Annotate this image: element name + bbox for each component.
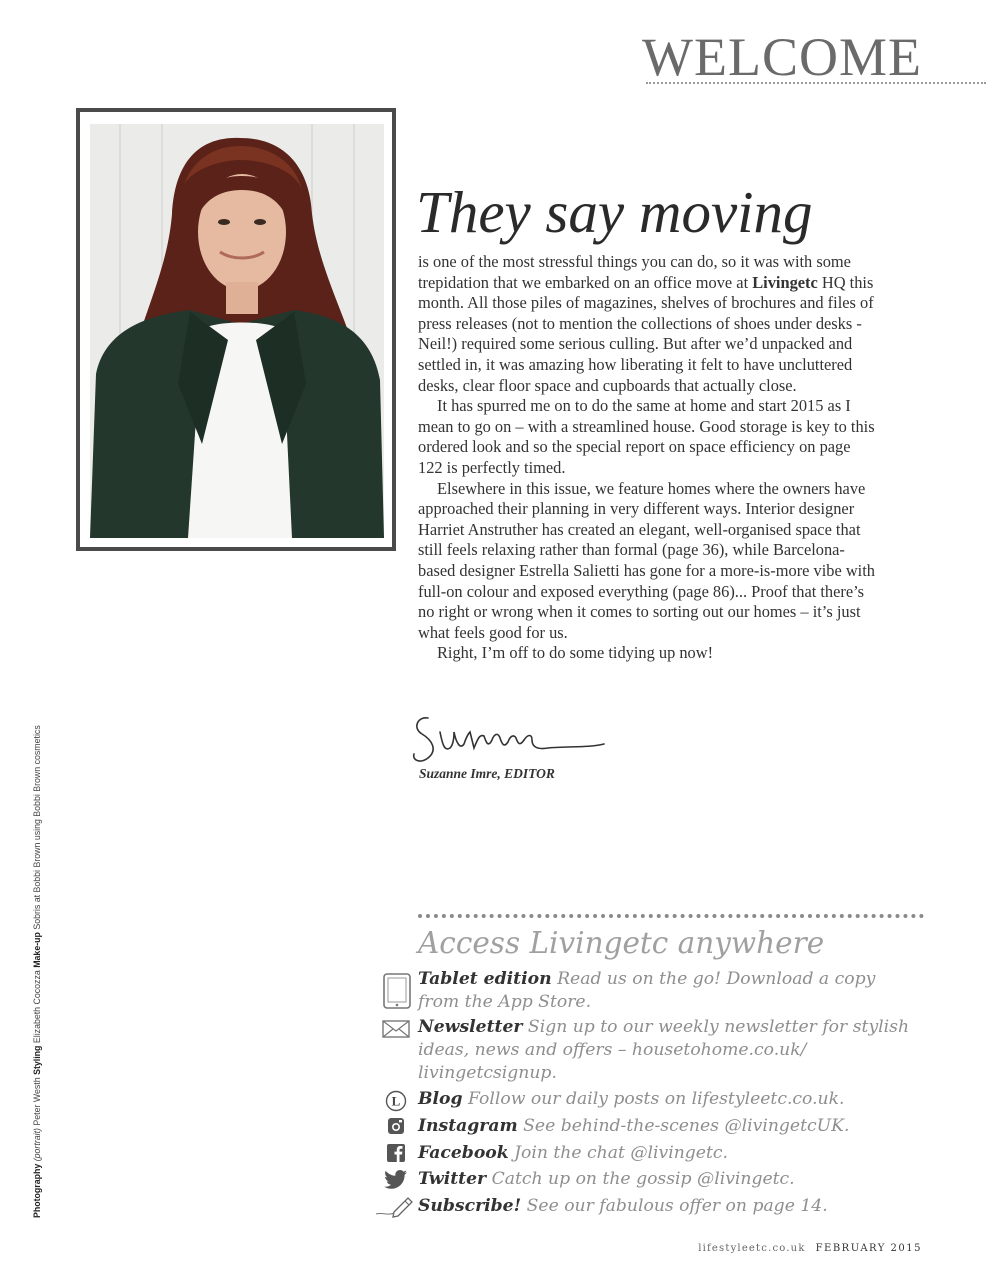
editor-letter bbox=[418, 252, 878, 664]
paragraph-2: It has spurred me on to do the same at home and start 2015 as I mean to go on – with a streamlined house. Good storage is key to this ordered look and so the special report on space efficiency on page 122 is perfectly timed. bbox=[418, 396, 875, 477]
paragraph-3: Elsewhere in this issue, we feature homes where the owners have approached their planning in very different ways. Interior designer Harriet Anstruther has created an elegant, well-organised space that still feels relaxing rather than formal (page 36), while Barcelona-based designer Estrella Salietti has gone for a more-is-more vibe with full-on colour and exposed everything (page 86)... Proof that there’s no right or wrong when it comes to sorting out our homes – it’s just what feels good for us. bbox=[418, 478, 875, 642]
paragraph-1: is one of the most stressful things you can do, so it was with some trepidation that we embarked on an office move at Livingetc HQ this month. All those piles of magazines, shelves of brochures and files of press releases (not to mention the collections of shoes under desks - Neil!) required some serious culling. But after we’d unpacked and settled in, it was amazing how liberating it felt to have uncluttered desks, clear floor space and cupboards that actually close. bbox=[418, 252, 874, 395]
instagram-icon bbox=[387, 1117, 405, 1139]
editor-portrait bbox=[90, 124, 384, 538]
pen-icon bbox=[374, 1194, 414, 1222]
article-headline: They say moving bbox=[416, 179, 813, 245]
title-divider bbox=[646, 82, 986, 84]
footer-issue: FEBRUARY 2015 bbox=[815, 1243, 922, 1254]
twitter-icon bbox=[384, 1170, 408, 1194]
editor-signature bbox=[408, 708, 608, 770]
access-heading: Access Livingetc anywhere bbox=[418, 926, 825, 960]
envelope-icon bbox=[382, 1020, 410, 1042]
facebook-icon bbox=[387, 1144, 405, 1166]
brand-name: Livingetc bbox=[752, 272, 818, 292]
page-title: WELCOME bbox=[642, 27, 922, 87]
blog-icon bbox=[385, 1090, 407, 1116]
access-item-subscribe[interactable]: Subscribe! See our fabulous offer on page 14. bbox=[418, 1196, 828, 1216]
editor-photo-frame bbox=[76, 108, 396, 551]
access-divider bbox=[418, 914, 924, 918]
photo-credit: Photography (portrait) Peter Westh Styling Elizabeth Cocozza Make-up Sobris at Bobbi Brown using Bobbi Brown cosmetics bbox=[32, 725, 42, 1218]
access-item-blog[interactable]: Blog Follow our daily posts on lifestyleetc.co.uk. bbox=[418, 1089, 845, 1109]
access-item-twitter[interactable]: Twitter Catch up on the gossip @livingetc. bbox=[418, 1169, 795, 1189]
paragraph-4: Right, I’m off to do some tidying up now! bbox=[437, 643, 714, 663]
svg-text:L: L bbox=[391, 1093, 401, 1109]
footer-site: lifestyleetc.co.uk bbox=[698, 1243, 806, 1254]
access-item-newsletter[interactable]: Newsletter Sign up to our weekly newsletter for stylish ideas, news and offers – housetohome.co.uk/ livingetcsignup. bbox=[418, 1017, 910, 1083]
access-item-facebook[interactable]: Facebook Join the chat @livingetc. bbox=[418, 1143, 728, 1163]
access-item-instagram[interactable]: Instagram See behind-the-scenes @livingetcUK. bbox=[418, 1116, 850, 1136]
page-footer bbox=[698, 1243, 922, 1254]
tablet-icon bbox=[382, 972, 412, 1014]
editor-name: Suzanne Imre, EDITOR bbox=[419, 766, 555, 781]
access-item-tablet[interactable]: Tablet edition Read us on the go! Download a copy from the App Store. bbox=[418, 969, 876, 1012]
